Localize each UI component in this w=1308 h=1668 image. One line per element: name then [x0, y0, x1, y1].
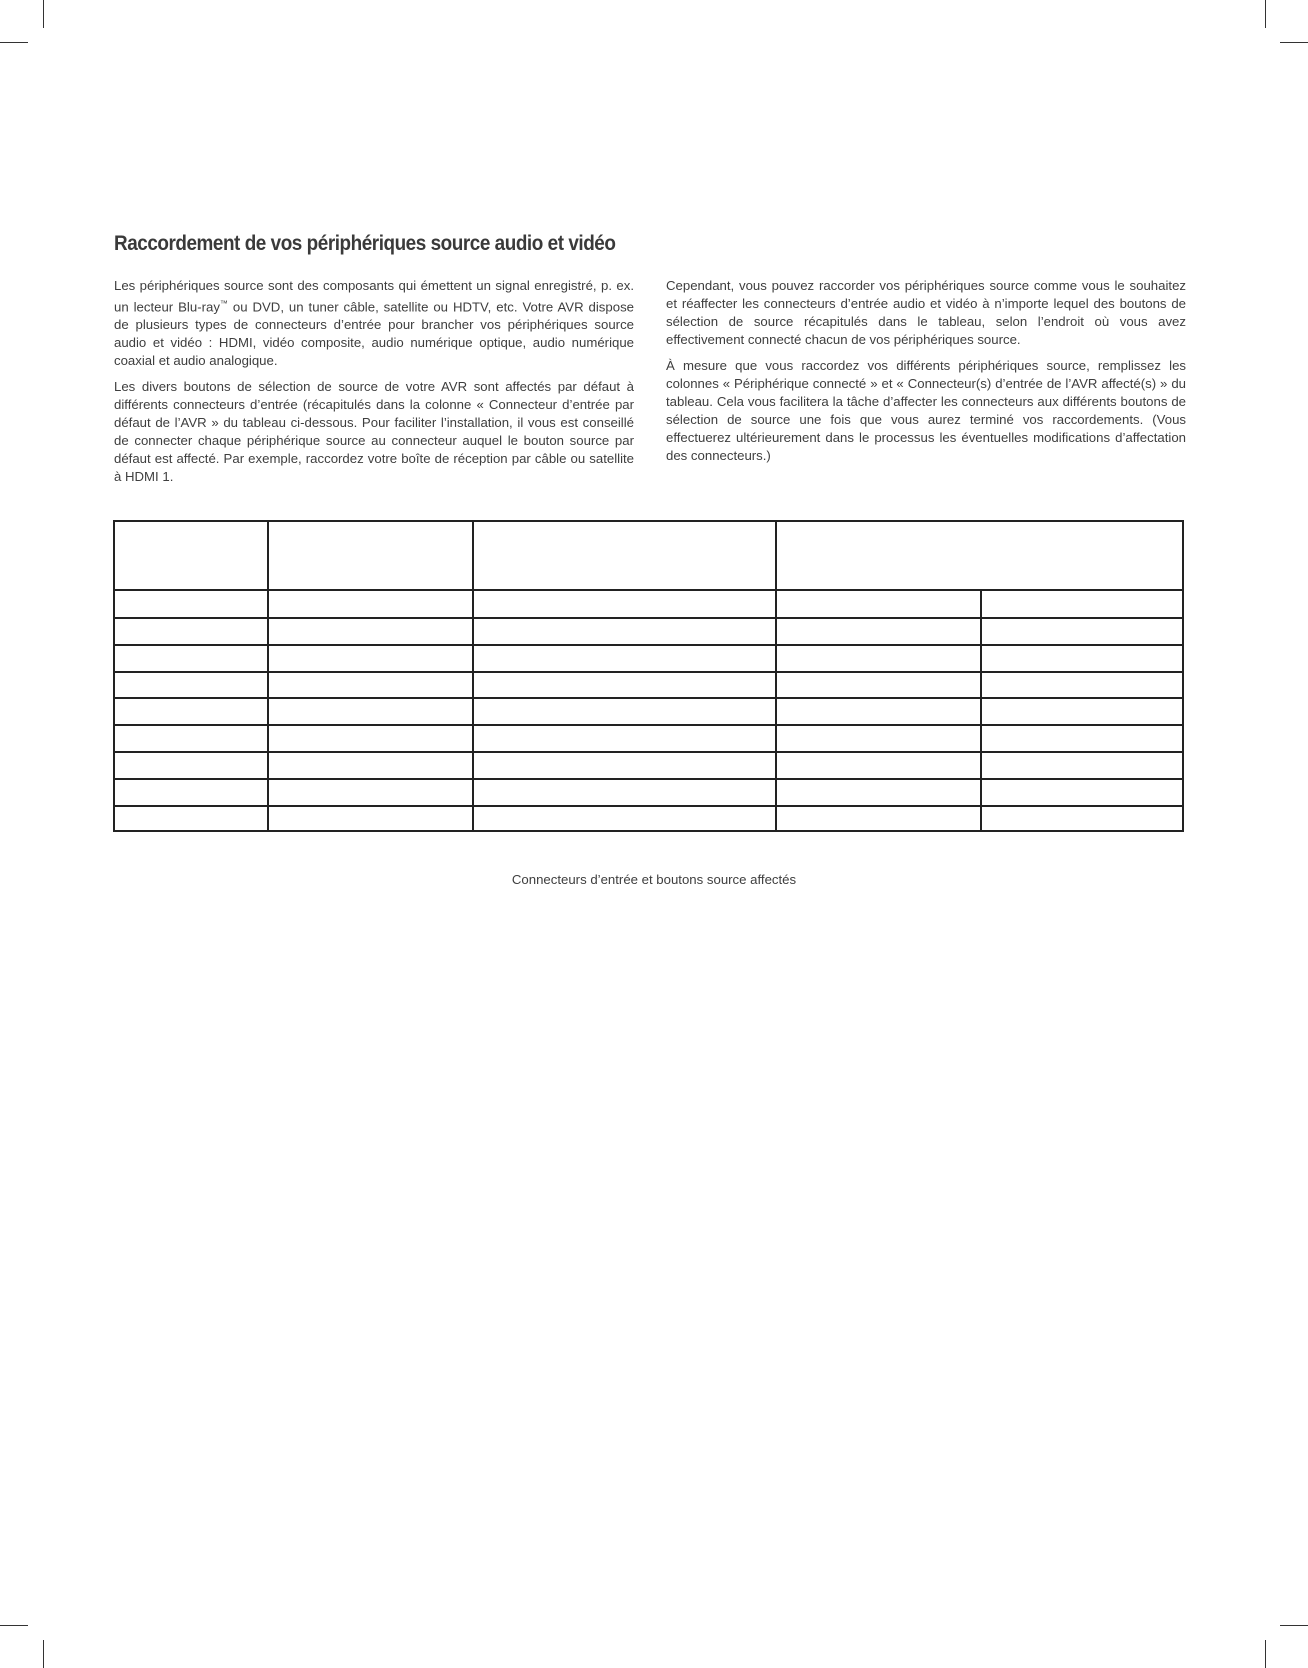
table-row-separator [115, 778, 1182, 780]
table-row-separator [115, 751, 1182, 753]
right-text-column [666, 277, 1186, 473]
intro-text-end: ou DVD, un tuner câble, satellite ou HDTV, etc. Votre AVR dispose de plusieurs types de connecteurs d’entrée pour brancher vos périphériques source audio et vidéo : HDMI, vidéo composite, audio numérique optique, audio numérique coaxial et audio analogique. [114, 299, 634, 369]
default-assignment-paragraph: Les divers boutons de sélection de source de votre AVR sont affectés par défaut à différents connecteurs d’entrée (récapitulés dans la colonne « Connecteur d’entrée par défaut de l’AVR » du tableau ci-dessous. Pour faciliter l’installation, il vous est conseillé de connecter chaque périphérique source au connecteur auquel le bouton source par défaut est affecté. Par exemple, raccordez votre boîte de réception par câble ou satellite à HDMI 1. [114, 379, 634, 485]
crop-mark [1265, 0, 1266, 28]
intro-paragraph [114, 277, 634, 370]
crop-mark [1280, 42, 1308, 43]
left-text-column [114, 277, 634, 494]
crop-mark [43, 0, 44, 28]
trademark-symbol: ™ [219, 299, 228, 308]
table-row-separator [115, 805, 1182, 807]
crop-mark [43, 1640, 44, 1668]
table-column-divider [267, 522, 269, 830]
table-column-divider [472, 522, 474, 830]
assignment-table [113, 520, 1184, 832]
table-column-divider [775, 522, 777, 830]
table-row-separator [115, 697, 1182, 699]
table-row-separator [115, 671, 1182, 673]
reassign-paragraph: Cependant, vous pouvez raccorder vos périphériques source comme vous le souhaitez et réaffecter les connecteurs d’entrée audio et vidéo à n’importe lequel des boutons de sélection de source récapitulés dans le tableau, selon l’endroit où vous avez effectivement connecté chacun de vos périphériques source. [666, 278, 1186, 347]
intro-text-start: Les périphériques source sont des composants qui émettent un signal enregistré, p. ex. un lecteur Blu-ray [114, 278, 634, 315]
fill-table-paragraph: À mesure que vous raccordez vos différents périphériques source, remplissez les colonnes « Périphérique connecté » et « Connecteur(s) d’entrée de l’AVR affecté(s) » du tableau. Cela vous facilitera la tâche d’affecter les connecteurs aux différents boutons de sélection de source une fois que vous aurez terminé vos raccordements. (Vous effectuerez ultérieurement dans le processus les éventuelles modifications d’affectation des connecteurs.) [666, 358, 1186, 463]
crop-mark [0, 1625, 28, 1626]
crop-mark [1280, 1625, 1308, 1626]
table-subcolumn-divider [980, 589, 982, 830]
table-header-separator [115, 589, 1182, 591]
table-row-separator [115, 617, 1182, 619]
table-caption: Connecteurs d’entrée et boutons source affectés [511, 872, 797, 887]
table-row-separator [115, 644, 1182, 646]
crop-mark [1265, 1640, 1266, 1668]
table-row-separator [115, 724, 1182, 726]
page-title: Raccordement de vos périphériques source audio et vidéo [114, 232, 616, 255]
crop-mark [0, 42, 28, 43]
